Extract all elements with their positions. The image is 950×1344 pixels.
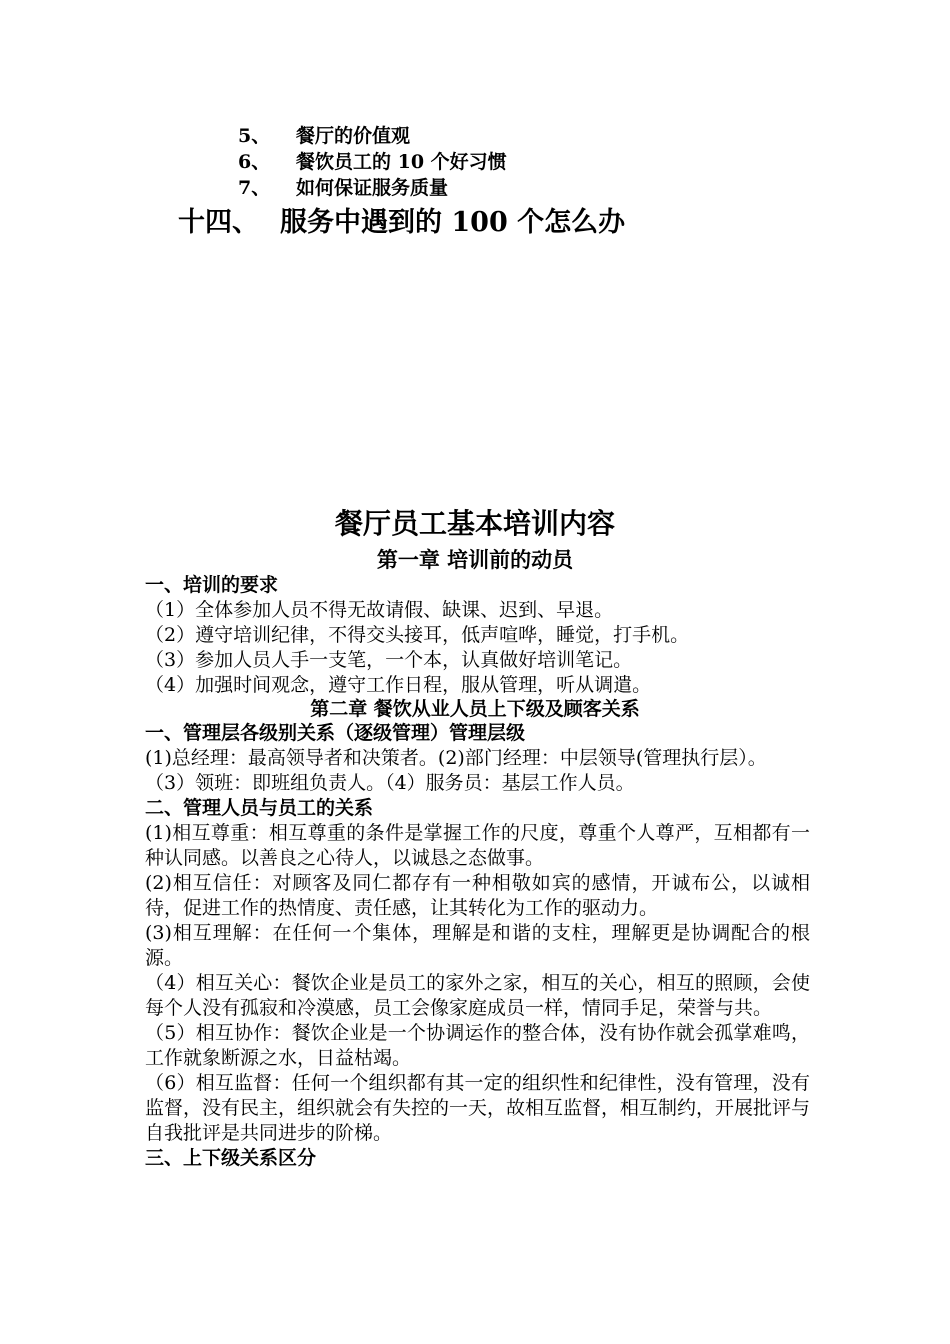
toc-item-text: 如何保证服务质量: [296, 177, 449, 199]
list-item: （2）遵守培训纪律，不得交头接耳，低声喧哗，睡觉，打手机。: [145, 624, 690, 646]
section-heading: 二、管理人员与员工的关系: [145, 797, 374, 819]
toc-section-text: 服务中遇到的 100 个怎么办: [280, 207, 626, 238]
toc-section-number: 十四、: [178, 207, 259, 238]
paragraph: （3）领班：即班组负责人。（4）服务员：基层工作人员。: [145, 772, 635, 794]
toc-item-text: 餐厅的价值观: [296, 125, 411, 147]
list-item: （4）相互关心：餐饮企业是员工的家外之家，相互的关心，相互的照顾，会使每个人没有孤寂和冷漠感，员工会像家庭成员一样，情同手足，荣誉与共。: [145, 972, 810, 1019]
list-item: (2)相互信任：对顾客及同仁都存有一种相敬如宾的感情，开诚布公，以诚相待，促进工作的热情度、责任感，让其转化为工作的驱动力。: [145, 872, 810, 919]
toc-item-text: 餐饮员工的 10 个好习惯: [296, 151, 507, 173]
section-heading: 一、管理层各级别关系（逐级管理）管理层级: [145, 722, 526, 744]
chapter-1-title: 第一章 培训前的动员: [376, 547, 574, 572]
toc-item-number: 5、: [238, 125, 271, 147]
toc-item-5: [238, 123, 410, 149]
section-heading: 一、培训的要求: [145, 574, 279, 596]
list-item: （4）加强时间观念，遵守工作日程，服从管理，听从调遣。: [145, 674, 652, 696]
toc-item-6: [238, 149, 507, 175]
chapter-2-body: [145, 721, 810, 1171]
document-title: 餐厅员工基本培训内容: [334, 507, 615, 540]
list-item: (3)相互理解：在任何一个集体，理解是和谐的支柱，理解更是协调配合的根源。: [145, 922, 810, 969]
list-item: （1）全体参加人员不得无故请假、缺课、迟到、早退。: [145, 599, 614, 621]
toc-item-7: [238, 175, 448, 201]
section-heading: 三、上下级关系区分: [145, 1147, 317, 1169]
toc-item-number: 6、: [238, 151, 271, 173]
paragraph: (1)总经理：最高领导者和决策者。(2)部门经理：中层领导(管理执行层）。: [145, 747, 767, 769]
list-item: （5）相互协作：餐饮企业是一个协调运作的整合体，没有协作就会孤掌难鸣，工作就象断源之水，日益枯竭。: [145, 1022, 810, 1069]
toc-item-number: 7、: [238, 177, 271, 199]
list-item: (1)相互尊重：相互尊重的条件是掌握工作的尺度，尊重个人尊严，互相都有一种认同感。以善良之心待人，以诚恳之态做事。: [145, 822, 810, 869]
list-item: （6）相互监督：任何一个组织都有其一定的组织性和纪律性，没有管理，没有监督，没有民主，组织就会有失控的一天，故相互监督，相互制约，开展批评与自我批评是共同进步的阶梯。: [145, 1072, 811, 1144]
chapter-2-title: 第二章 餐饮从业人员上下级及顾客关系: [310, 698, 640, 720]
toc-section-14: [178, 205, 625, 241]
chapter-1-body: [145, 573, 810, 698]
list-item: （3）参加人员人手一支笔，一个本，认真做好培训笔记。: [145, 649, 633, 671]
